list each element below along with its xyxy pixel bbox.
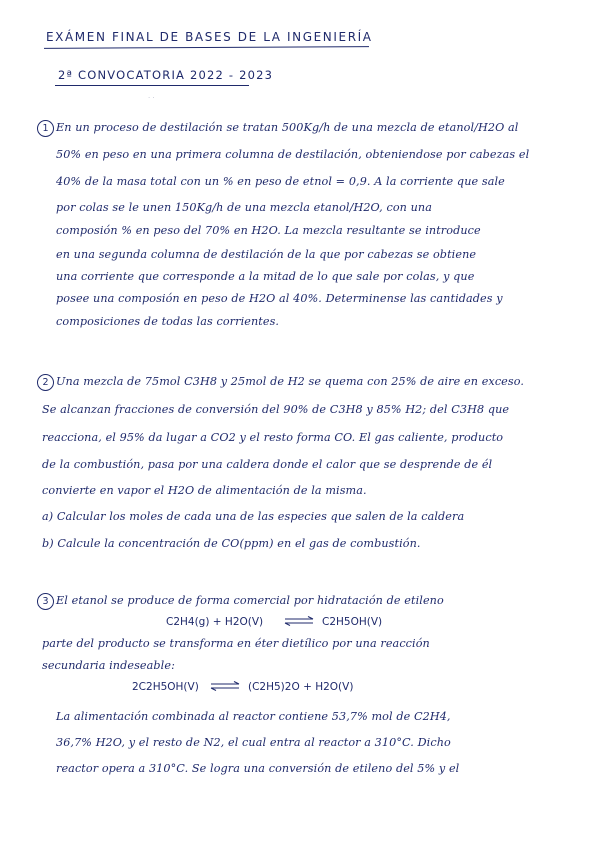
problem-1-line: 50% en peso en una primera columna de destilación, obteniendose por cabezas el [56, 148, 530, 161]
problem-1-number: 1 [37, 120, 54, 137]
problem-1-line: composión % en peso del 70% en H2O. La mezcla resultante se introduce [56, 224, 481, 237]
problem-2-number: 2 [37, 374, 54, 391]
reaction-1-reactants: C2H4(g) + H2O(V) [166, 616, 264, 628]
problem-3-line: reactor opera a 310°C. Se logra una conversión de etileno del 5% y el [56, 762, 460, 775]
problem-2-line: convierte en vapor el H2O de alimentación de la misma. [42, 484, 367, 497]
exam-subtitle: 2ª CONVOCATORIA 2022 - 2023 [58, 68, 274, 82]
problem-3-line: parte del producto se transforma en éter dietílico por una reacción [42, 637, 430, 650]
problem-1-line: en una segunda columna de destilación de la que por cabezas se obtiene [56, 248, 477, 261]
ink-smudge: · · [148, 94, 155, 102]
problem-1-line: una corriente que corresponde a la mitad de lo que sale por colas, y que [56, 270, 475, 283]
exam-title: EXÁMEN FINAL DE BASES DE LA INGENIERÍA [46, 30, 373, 44]
problem-1-line: composiciones de todas las corrientes. [56, 315, 280, 328]
problem-1-line: posee una composión en peso de H2O al 40%. Determinense las cantidades y [56, 292, 503, 305]
equilibrium-arrows-icon [284, 616, 314, 626]
problem-1-line: En un proceso de destilación se tratan 500Kg/h de una mezcla de etanol/H2O al [56, 121, 519, 134]
title-underline [44, 46, 369, 49]
problem-2-line: de la combustión, pasa por una caldera donde el calor que se desprende de él [42, 458, 493, 471]
problem-3-line: 36,7% H2O, y el resto de N2, el cual entra al reactor a 310°C. Dicho [56, 736, 451, 749]
reaction-2-products: (C2H5)2O + H2O(V) [248, 681, 354, 693]
reaction-1-products: C2H5OH(V) [322, 616, 383, 628]
problem-3-line: El etanol se produce de forma comercial por hidratación de etileno [56, 594, 444, 607]
problem-3-number: 3 [37, 593, 54, 610]
problem-2-line: Se alcanzan fracciones de conversión del 90% de C3H8 y 85% H2; del C3H8 que [42, 403, 510, 416]
problem-1-line: 40% de la masa total con un % en peso de etnol = 0,9. A la corriente que sale [56, 175, 505, 188]
problem-2-line: Una mezcla de 75mol C3H8 y 25mol de H2 se quema con 25% de aire en exceso. [56, 375, 525, 388]
problem-3-line: secundaria indeseable: [42, 659, 175, 672]
equilibrium-arrows-icon [210, 681, 240, 691]
problem-2-line: reacciona, el 95% da lugar a CO2 y el resto forma CO. El gas caliente, producto [42, 431, 504, 444]
subtitle-underline [55, 85, 249, 86]
problem-1-line: por colas se le unen 150Kg/h de una mezcla etanol/H2O, con una [56, 201, 433, 214]
problem-2-line: a) Calcular los moles de cada una de las especies que salen de la caldera [42, 510, 465, 523]
problem-2-line: b) Calcule la concentración de CO(ppm) en el gas de combustión. [42, 537, 421, 550]
reaction-2-reactants: 2C2H5OH(V) [132, 681, 199, 693]
problem-3-line: La alimentación combinada al reactor contiene 53,7% mol de C2H4, [56, 710, 451, 723]
